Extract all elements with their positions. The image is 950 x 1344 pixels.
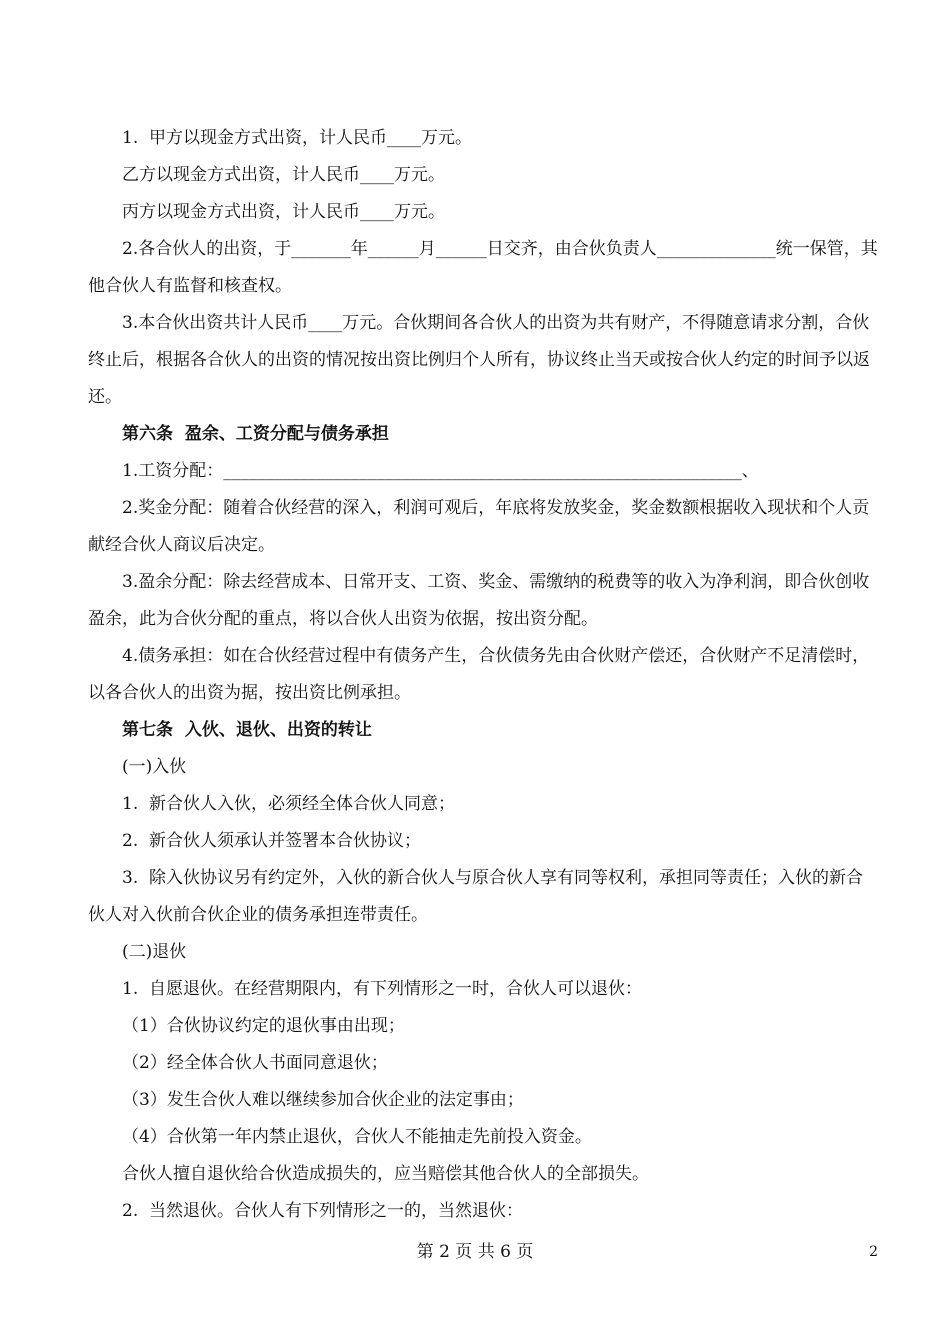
paragraph: 2.奖金分配：随着合伙经营的深入，利润可观后，年底将发放奖金，奖金数额根据收入现状和个人贡献经合伙人商议后决定。 [88,498,870,555]
paragraph: 1. 自愿退伙。在经营期限内，有下列情形之一时，合伙人可以退伙： [122,979,643,999]
document-body [88,120,880,1230]
paragraph: 1. 新合伙人入伙，必须经全体合伙人同意； [122,794,456,814]
paragraph: 2.各合伙人的出资，于_______年______月______日交齐，由合伙负责人______________统一保管，其他合伙人有监督和核查权。 [88,239,878,296]
list-item: （1）合伙协议约定的退伙事由出现； [122,1016,405,1036]
paragraph: 3.本合伙出资共计人民币____万元。合伙期间各合伙人的出资为共有财产，不得随意请求分割，合伙终止后，根据各合伙人的出资的情况按出资比例归个人所有，协议终止当天或按合伙人约定的时间予以返还。 [88,313,870,407]
paragraph: 4.债务承担：如在合伙经营过程中有债务产生，合伙债务先由合伙财产偿还，合伙财产不足清偿时，以各合伙人的出资为据，按出资比例承担。 [88,646,870,703]
list-item: （3）发生合伙人难以继续参加合伙企业的法定事由； [122,1090,524,1110]
page-number: 2 [869,1244,878,1260]
paragraph: 2. 当然退伙。合伙人有下列情形之一的，当然退伙： [122,1201,524,1221]
paragraph: 乙方以现金方式出资，计人民币____万元。 [122,165,445,185]
paragraph: 丙方以现金方式出资，计人民币____万元。 [122,202,445,222]
section-heading: 第七条 入伙、退伙、出资的转让 [122,720,372,740]
list-item: （4）合伙第一年内禁止退伙，合伙人不能抽走先前投入资金。 [122,1127,592,1147]
paragraph: 1. 甲方以现金方式出资，计人民币____万元。 [122,128,473,148]
paragraph: 2. 新合伙人须承认并签署本合伙协议； [122,831,422,851]
paragraph: 3.盈余分配：除去经营成本、日常开支、工资、奖金、需缴纳的税费等的收入为净利润，即合伙创收盈余，此为合伙分配的重点，将以合伙人出资为依据，按出资分配。 [88,572,870,629]
paragraph: 1.工资分配：_____________________________________________________________、 [122,461,759,481]
paragraph: 3. 除入伙协议另有约定外，入伙的新合伙人与原合伙人享有同等权利，承担同等责任；入伙的新合伙人对入伙前合伙企业的债务承担连带责任。 [88,868,864,925]
subsection-label: (一)入伙 [122,757,187,777]
page-footer: 第 2 页 共 6 页 [416,1242,534,1262]
paragraph: 合伙人擅自退伙给合伙造成损失的，应当赔偿其他合伙人的全部损失。 [122,1164,649,1184]
list-item: （2）经全体合伙人书面同意退伙； [122,1053,388,1073]
subsection-label: (二)退伙 [122,942,187,962]
section-heading: 第六条 盈余、工资分配与债务承担 [122,424,389,444]
